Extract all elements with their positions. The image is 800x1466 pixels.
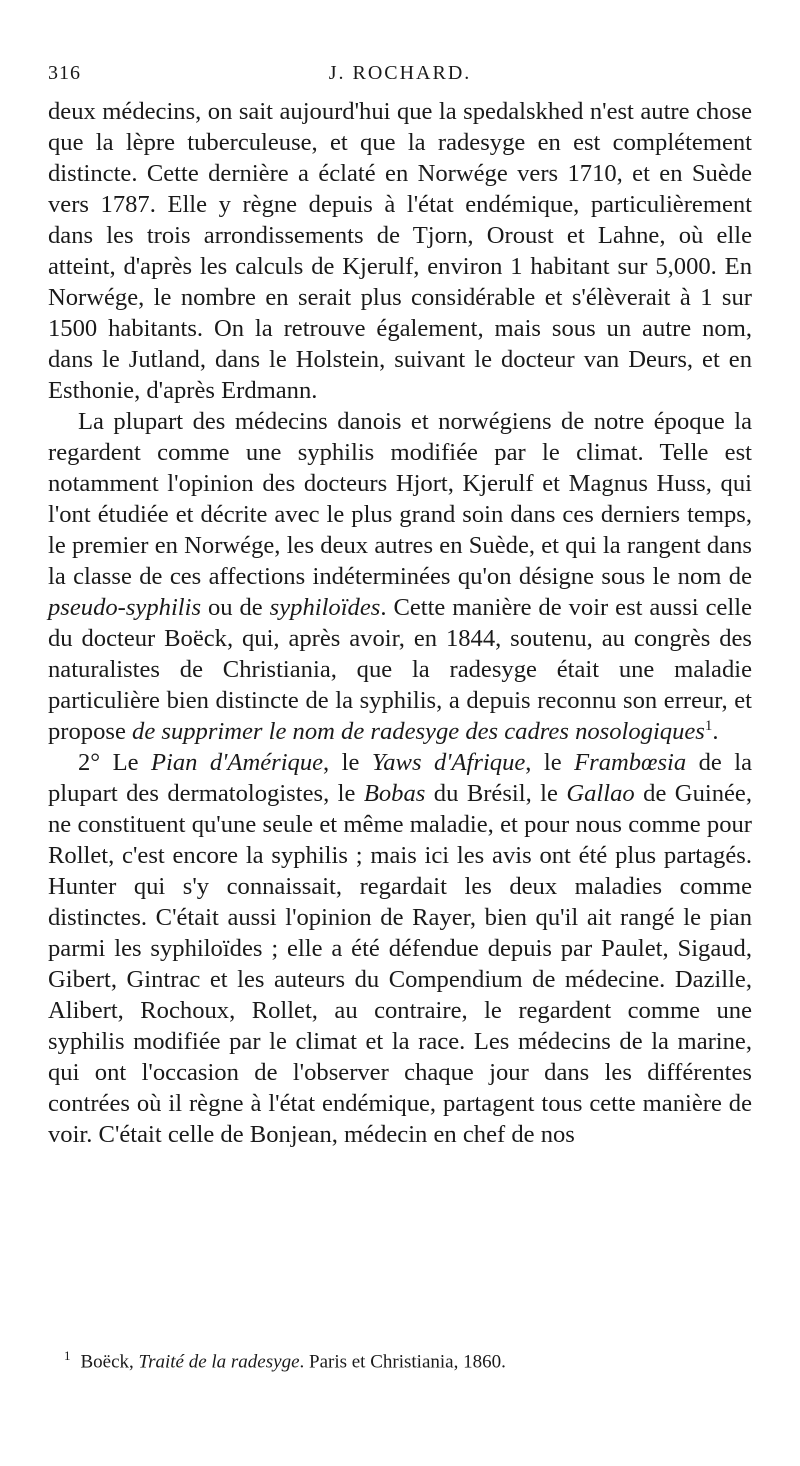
paragraph-3-italic-3: Frambœsia bbox=[574, 749, 687, 776]
page-number: 316 bbox=[48, 62, 81, 84]
paragraph-3-text-5: du Brésil, le bbox=[425, 780, 567, 807]
paragraph-2-italic-1: pseudo-syphilis bbox=[48, 594, 202, 621]
paragraph-3-italic-5: Gallao bbox=[566, 780, 635, 807]
footnote-author: Boëck, bbox=[80, 1351, 139, 1373]
paragraph-3 bbox=[48, 747, 752, 1150]
running-head bbox=[48, 62, 752, 96]
body-text bbox=[48, 96, 752, 1150]
footnote-title: Traité de la radesyge bbox=[138, 1351, 300, 1373]
paragraph-3-text-3: , le bbox=[525, 749, 575, 776]
footnote-rest: . Paris et Christiania, 1860. bbox=[299, 1351, 506, 1373]
running-title: J. ROCHARD. bbox=[328, 62, 472, 84]
paragraph-2-text-4: . bbox=[712, 718, 719, 745]
paragraph-2-text-3: . Cette manière de voir est aussi celle du docteur Boëck, qui, après avoir, en 1844, soutenu, au congrès des naturalistes de Christiania, que la radesyge était une maladie particulière bien distincte de la syphilis, a depuis reconnu son erreur, et propose bbox=[48, 594, 752, 745]
paragraph-2 bbox=[48, 406, 752, 747]
paragraph-3-text-4: de la plupart des dermatologistes, le bbox=[48, 749, 753, 807]
page bbox=[48, 62, 752, 1150]
paragraph-2-italic-3: de supprimer le nom de radesyge des cadres nosologiques bbox=[132, 718, 705, 745]
paragraph-2-text-2: ou de bbox=[201, 594, 270, 621]
footnote-reference: 1 bbox=[704, 717, 713, 734]
paragraph-2-text-1: La plupart des médecins danois et norwégiens de notre époque la regardent comme une syphilis modifiée par le climat. Telle est notamment l'opinion des docteurs Hjort, Kjerulf et Magnus Huss, qui l'ont étudiée et décrite avec le plus grand soin dans ces derniers temps, le premier en Norwége, les deux autres en Suède, et qui la rangent dans la classe de ces affections indéterminées qu'on désigne sous le nom de bbox=[48, 408, 752, 590]
paragraph-3-italic-1: Pian d'Amérique bbox=[150, 749, 324, 776]
paragraph-3-text-6: de Guinée, ne constituent qu'une seule et même maladie, et pour nous comme pour Rollet, c'est encore la syphilis ; mais ici les avis ont été plus partagés. Hunter qui s'y connaissait, regardait les deux maladies comme distinctes. C'était aussi l'opinion de Rayer, bien qu'il ait rangé le pian parmi les syphiloïdes ; elle a été défendue depuis par Paulet, Sigaud, Gibert, Gintrac et les auteurs du Compendium de médecine. Dazille, Alibert, Rochoux, Rollet, au contraire, le regardent comme une syphilis modifiée par le climat et la race. Les médecins de la marine, qui ont l'occasion de l'observer chaque jour dans les différentes contrées où il règne à l'état endémique, partagent tous cette manière de voir. C'était celle de Bonjean, médecin en chef de nos bbox=[48, 780, 752, 1148]
paragraph-2-italic-2: syphiloïdes bbox=[269, 594, 381, 621]
paragraph-3-text-2: , le bbox=[323, 749, 372, 776]
footnote bbox=[64, 1343, 506, 1375]
paragraph-3-text-1: 2° Le bbox=[78, 749, 151, 776]
footnote-number: 1 bbox=[64, 1348, 71, 1363]
paragraph-3-italic-2: Yaws d'Afrique bbox=[371, 749, 526, 776]
paragraph-3-italic-4: Bobas bbox=[363, 780, 426, 807]
paragraph-1: deux médecins, on sait aujourd'hui que la spedalskhed n'est autre chose que la lèpre tuberculeuse, et que la radesyge en est complétement distincte. Cette dernière a éclaté en Norwége vers 1710, et en Suède vers 1787. Elle y règne depuis à l'état endémique, particulièrement dans les trois arrondissements de Tjorn, Oroust et Lahne, où elle atteint, d'après les calculs de Kjerulf, environ 1 habitant sur 5,000. En Norwége, le nombre en serait plus considérable et s'élèverait à 1 sur 1500 habitants. On la retrouve également, mais sous un autre nom, dans le Jutland, dans le Holstein, suivant le docteur van Deurs, et en Esthonie, d'après Erdmann. bbox=[48, 98, 752, 404]
